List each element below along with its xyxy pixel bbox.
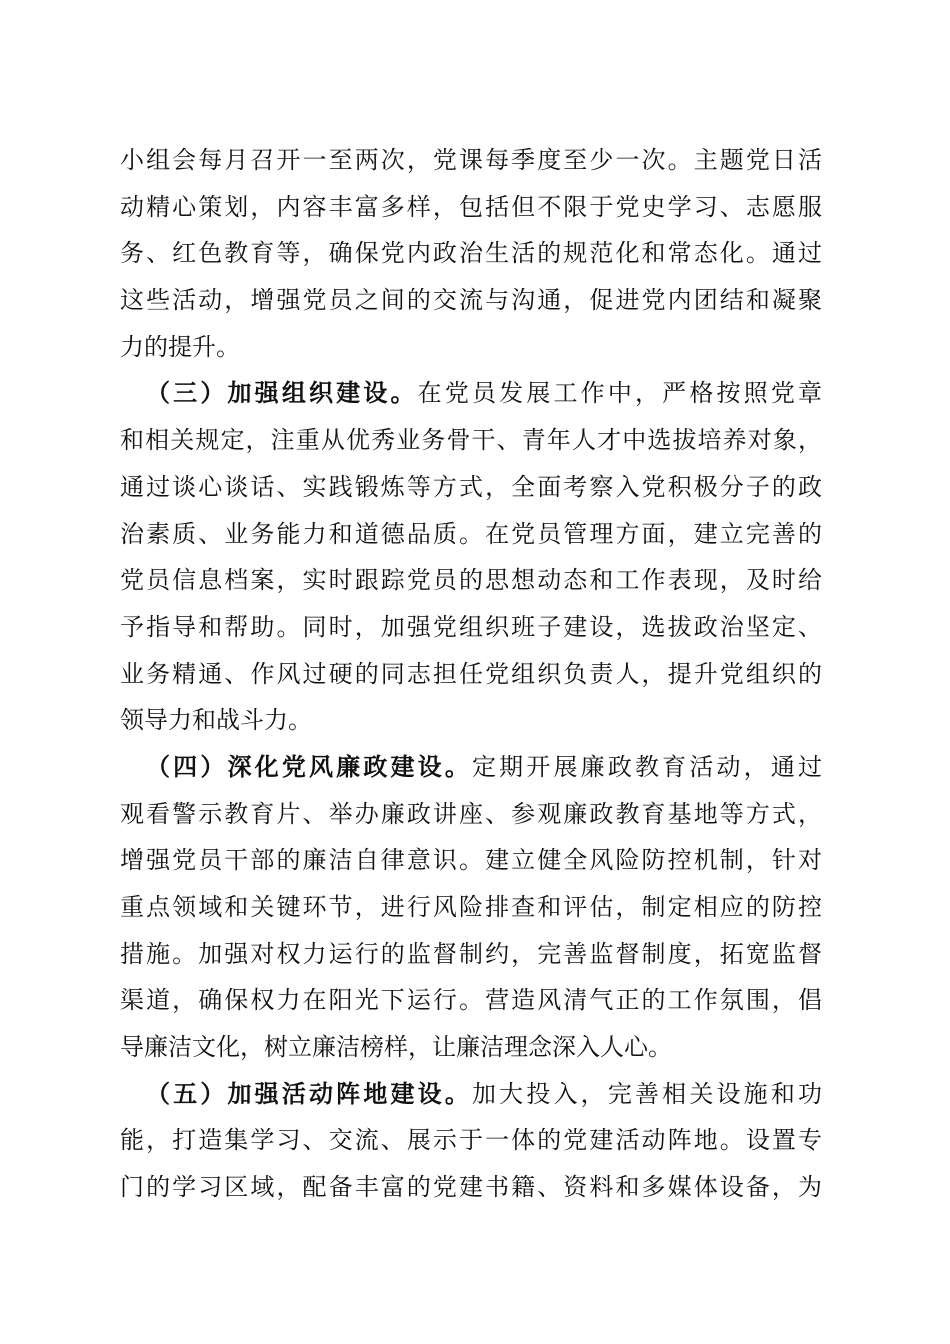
line-text: 措施。加强对权力运行的监督制约，完善监督制度，拓宽监督	[120, 939, 822, 968]
line-text: 党员信息档案，实时跟踪党员的思想动态和工作表现，及时给	[120, 566, 822, 595]
text-line	[120, 837, 822, 884]
text-line	[120, 184, 822, 231]
line-text: 增强党员干部的廉洁自律意识。建立健全风险防控机制，针对	[120, 846, 822, 875]
text-line	[120, 277, 822, 324]
text-line	[120, 137, 822, 184]
line-text: 予指导和帮助。同时，加强党组织班子建设，选拔政治坚定、	[120, 612, 822, 641]
line-text: 渠道，确保权力在阳光下运行。营造风清气正的工作氛围，倡	[120, 986, 822, 1015]
line-text: 和相关规定，注重从优秀业务骨干、青年人才中选拔培养对象，	[120, 426, 822, 455]
text-line	[120, 884, 822, 931]
line-text: 导廉洁文化，树立廉洁榜样，让廉洁理念深入人心。	[120, 1033, 672, 1062]
text-line	[120, 230, 822, 277]
section-heading: （四）深化党风廉政建设。	[146, 751, 472, 781]
line-text: 定期开展廉政教育活动，通过	[472, 752, 822, 781]
paragraph	[120, 137, 822, 370]
text-line	[120, 370, 822, 417]
line-text: 在党员发展工作中，严格按照党章	[417, 379, 823, 408]
paragraph	[120, 744, 822, 1071]
line-text: 门的学习区域，配备丰富的党建书籍、资料和多媒体设备，为	[120, 1173, 822, 1202]
text-line	[120, 1164, 822, 1211]
text-line	[120, 511, 822, 558]
line-text: 通过谈心谈话、实践锻炼等方式，全面考察入党积极分子的政	[120, 472, 822, 501]
text-line	[120, 931, 822, 978]
line-text: 这些活动，增强党员之间的交流与沟通，促进党内团结和凝聚	[120, 286, 822, 315]
line-text: 加大投入，完善相关设施和功	[472, 1079, 822, 1108]
text-line	[120, 651, 822, 698]
line-text: 能，打造集学习、交流、展示于一体的党建活动阵地。设置专	[120, 1126, 822, 1155]
text-line	[120, 464, 822, 511]
document-page	[120, 137, 822, 1211]
text-line	[120, 697, 822, 744]
line-text: 业务精通、作风过硬的同志担任党组织负责人，提升党组织的	[120, 659, 822, 688]
line-text: 务、红色教育等，确保党内政治生活的规范化和常态化。通过	[120, 239, 822, 268]
line-text: 小组会每月召开一至两次，党课每季度至少一次。主题党日活	[120, 146, 822, 174]
text-line	[120, 1024, 822, 1071]
line-text: 动精心策划，内容丰富多样，包括但不限于党史学习、志愿服	[120, 192, 822, 221]
paragraph	[120, 1071, 822, 1211]
text-line	[120, 604, 822, 651]
section-heading: （三）加强组织建设。	[146, 378, 418, 408]
text-line	[120, 977, 822, 1024]
text-line	[120, 417, 822, 464]
section-heading: （五）加强活动阵地建设。	[146, 1078, 472, 1108]
line-text: 观看警示教育片、举办廉政讲座、参观廉政教育基地等方式，	[120, 799, 822, 828]
text-line	[120, 791, 822, 838]
text-line	[120, 1117, 822, 1164]
text-line	[120, 1071, 822, 1118]
line-text: 重点领域和关键环节，进行风险排查和评估，制定相应的防控	[120, 893, 822, 921]
text-line	[120, 324, 822, 371]
line-text: 力的提升。	[120, 332, 240, 361]
line-text: 治素质、业务能力和道德品质。在党员管理方面，建立完善的	[120, 519, 822, 548]
text-line	[120, 744, 822, 791]
text-line	[120, 557, 822, 604]
paragraph	[120, 370, 822, 744]
line-text: 领导力和战斗力。	[120, 706, 312, 735]
